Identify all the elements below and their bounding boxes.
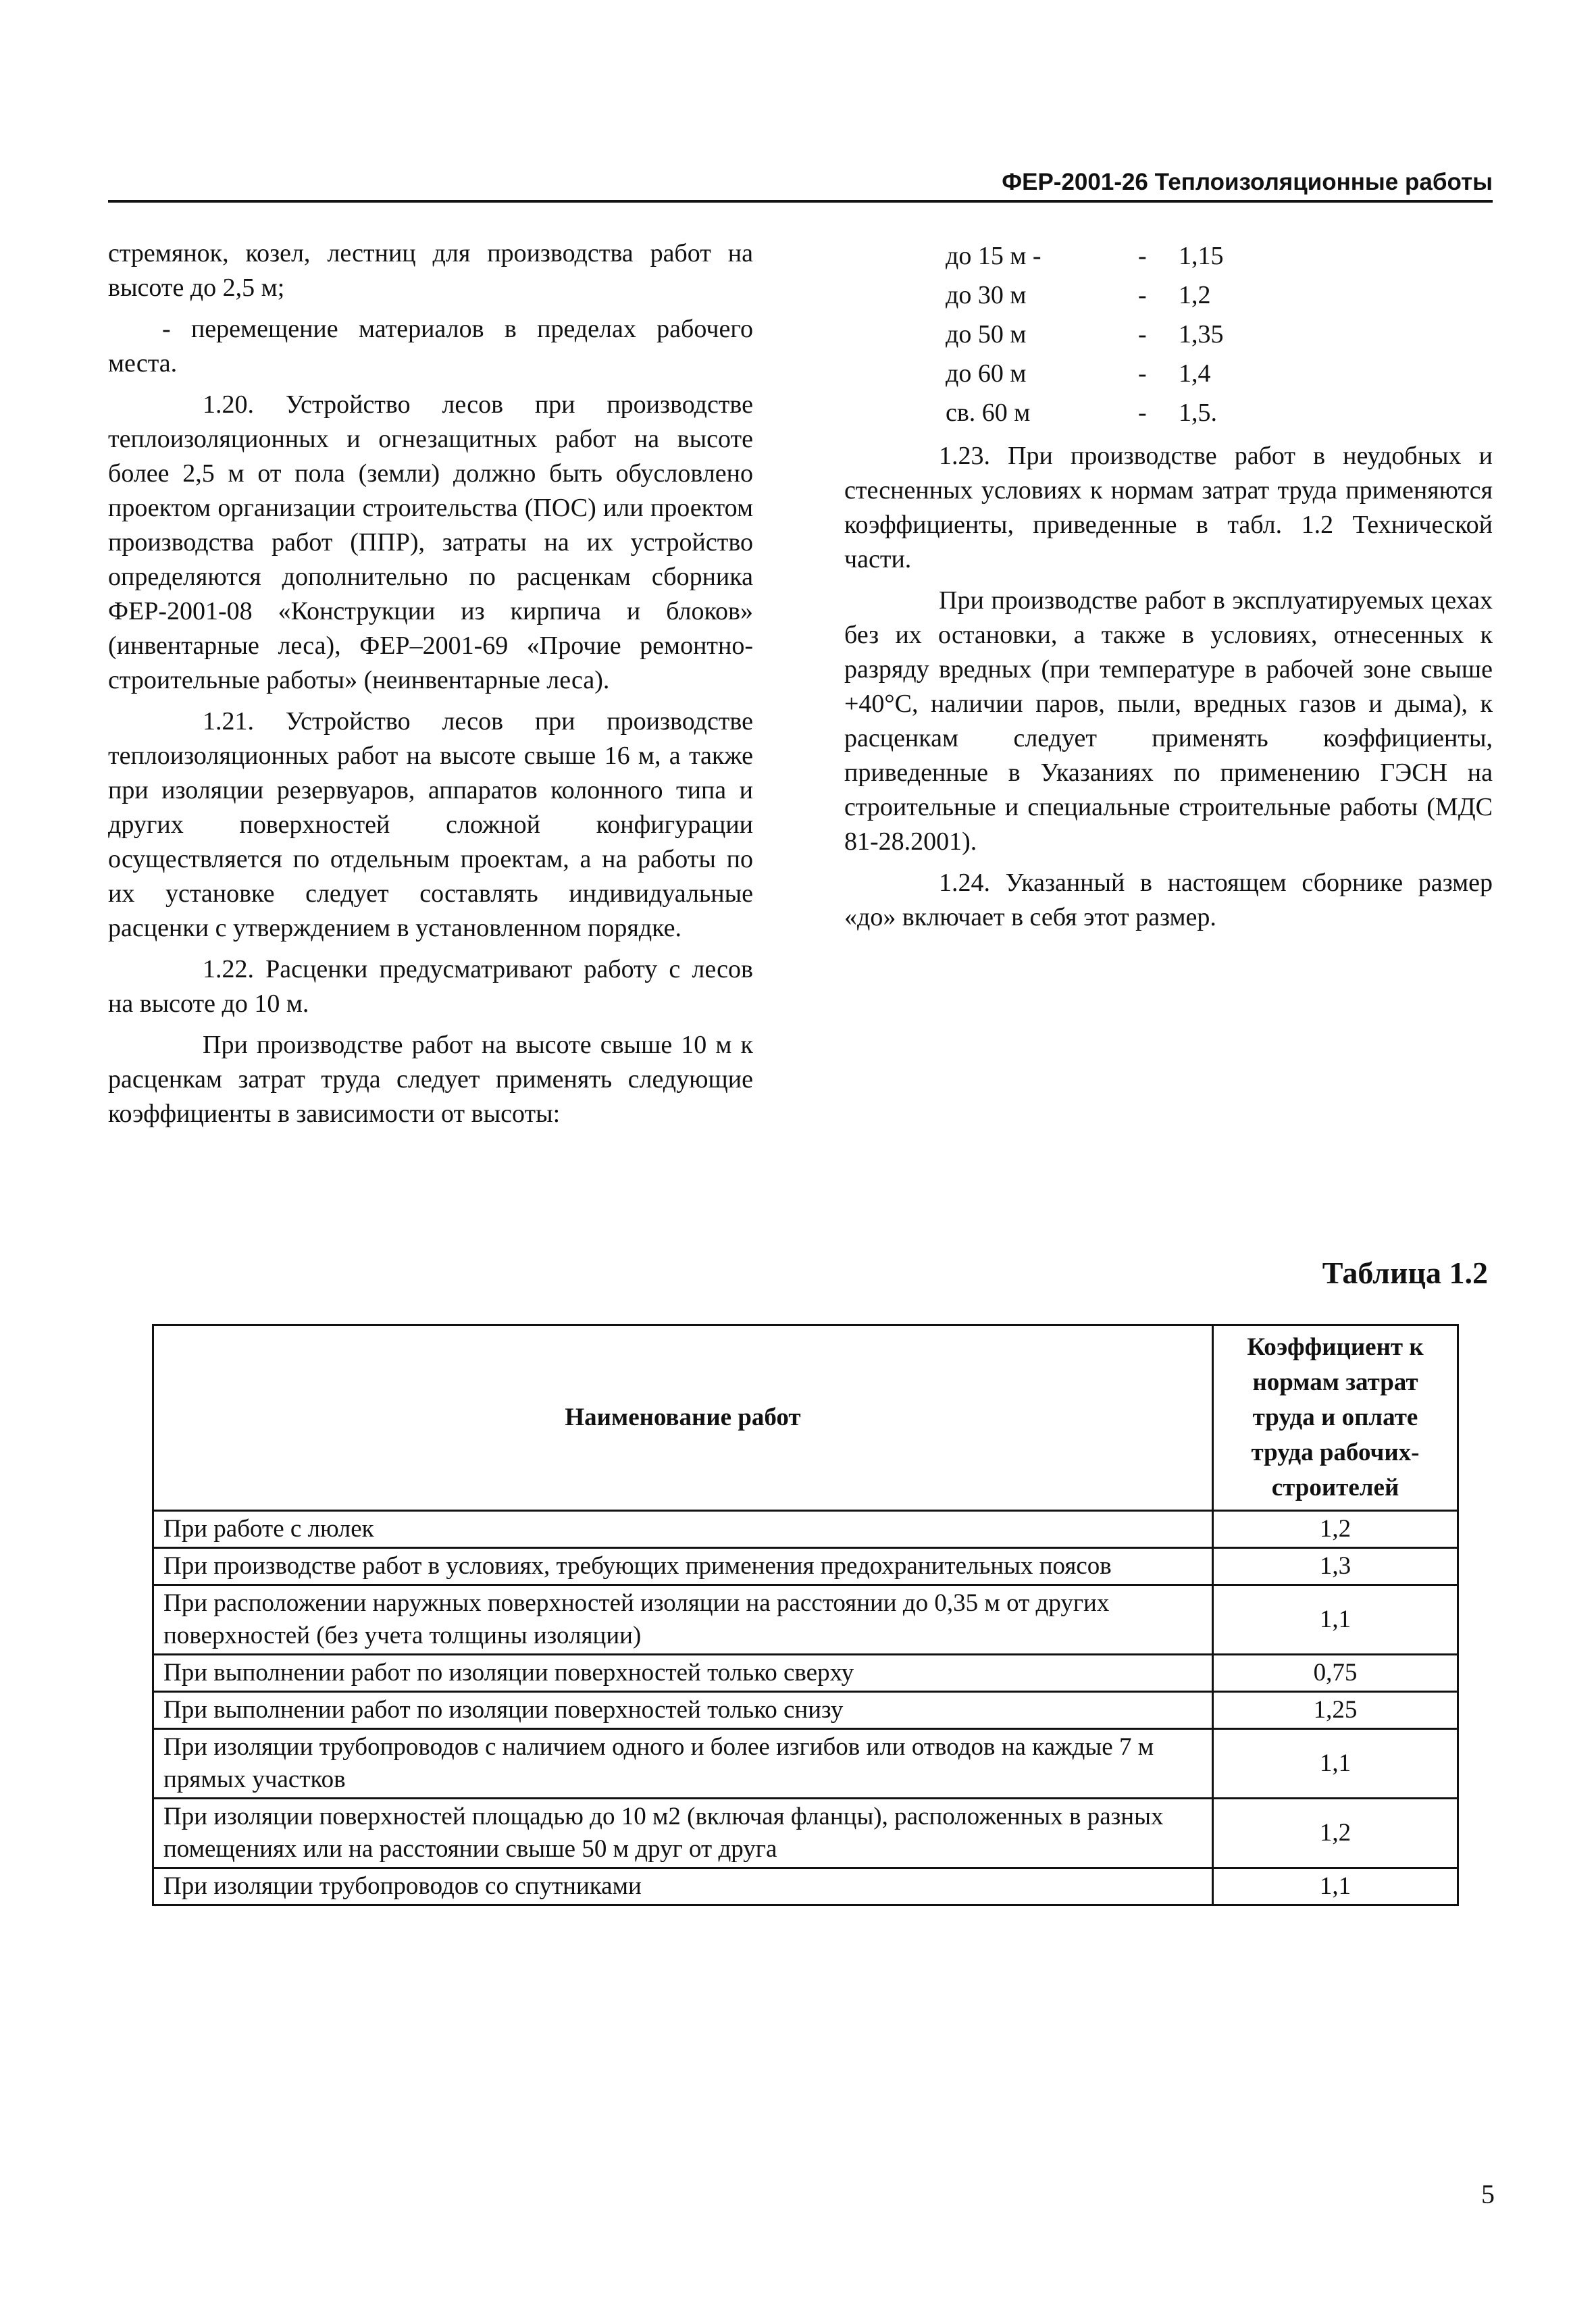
table-title: Таблица 1.2 [1322,1256,1488,1290]
height-coefficient-row [946,393,1493,432]
header-title: ФЕР-2001-26 Теплоизоляционные работы [1002,169,1493,195]
coefficient-table [152,1324,1459,1906]
height-dash: - [1138,242,1147,270]
height-coefficient-row [946,236,1493,276]
header-work-name: Наименование работ [153,1325,1213,1511]
table-header-row [153,1325,1458,1511]
height-label: св. 60 м [946,398,1031,427]
paragraph-height-intro: При производстве работ на высоте свыше 10 м к расценкам затрат труда следует применять следующие коэффициенты в зависимости от высоты: [108,1031,753,1128]
right-column [844,236,1493,942]
table-row [153,1868,1458,1905]
left-column [108,236,753,1138]
header-coefficient: Коэффициент к нормам затрат труда и оплате труда рабочих-строителей [1213,1325,1458,1511]
coefficient-cell: 1,2 [1213,1799,1458,1868]
height-dash: - [1138,320,1147,349]
work-cell: При изоляции трубопроводов со спутниками [153,1868,1213,1905]
work-cell: При выполнении работ по изоляции поверхностей только снизу [153,1692,1213,1729]
height-label: до 30 м [946,281,1027,309]
table-row [153,1585,1458,1655]
height-coefficient: 1,4 [1179,359,1211,388]
work-cell: При расположении наружных поверхностей изоляции на расстоянии до 0,35 м от других поверхностей (без учета толщины изоляции) [153,1585,1213,1655]
coefficient-cell: 1,25 [1213,1692,1458,1729]
paragraph-exploited-workshops: При производстве работ в эксплуатируемых цехах без их остановки, а также в условиях, отнесенных к разряду вредных (при температуре в рабочей зоне свыше +40°С, наличии паров, пыли, вредных газов и дыма), к расценкам следует применять коэффициенты, приведенные в Указаниях по применению ГЭСН на строительные и специальные строительные работы (МДС 81-28.2001). [844,586,1493,856]
height-coefficient-row [946,315,1493,354]
height-coefficient-row [946,354,1493,393]
table-row [153,1799,1458,1868]
work-cell: При выполнении работ по изоляции поверхностей только сверху [153,1655,1213,1692]
work-cell: При работе с люлек [153,1511,1213,1548]
paragraph-continuation: стремянок, козел, лестниц для производства работ на высоте до 2,5 м; [108,239,753,302]
height-coefficient: 1,15 [1179,242,1224,270]
height-coefficient: 1,35 [1179,320,1224,349]
height-label: до 50 м [946,320,1027,349]
height-label: до 15 м - [946,242,1041,270]
height-coefficient: 1,5. [1179,398,1217,427]
coefficient-cell: 1,3 [1213,1548,1458,1585]
paragraph-materials: - перемещение материалов в пределах рабочего места. [108,315,753,378]
height-dash: - [1138,359,1147,388]
coefficient-cell: 1,1 [1213,1868,1458,1905]
height-dash: - [1138,281,1147,309]
height-label: до 60 м [946,359,1027,388]
height-coefficient-list [946,236,1493,432]
paragraph-1-20: 1.20. Устройство лесов при производстве теплоизоляционных и огнезащитных работ на высоте более 2,5 м от пола (земли) должно быть обусловлено проектом организации строительства (ПОС) или проектом производства работ (ППР), затраты на их устройство определяются дополнительно по расценкам сборника ФЕР-2001-08 «Конструкции из кирпича и блоков» (инвентарные леса), ФЕР–2001-69 «Прочие ремонтно-строительные работы» (неинвентарные леса). [108,390,753,694]
paragraph-1-24: 1.24. Указанный в настоящем сборнике размер «до» включает в себя этот размер. [844,869,1493,931]
table-row [153,1548,1458,1585]
paragraph-1-23: 1.23. При производстве работ в неудобных и стесненных условиях к нормам затрат труда применяются коэффициенты, приведенные в табл. 1.2 Технической части. [844,442,1493,573]
table-row [153,1729,1458,1799]
running-header [108,162,1493,203]
table-row [153,1511,1458,1548]
work-cell: При изоляции трубопроводов с наличием одного и более изгибов или отводов на каждые 7 м прямых участков [153,1729,1213,1799]
work-cell: При изоляции поверхностей площадью до 10 м2 (включая фланцы), расположенных в разных помещениях или на расстоянии свыше 50 м друг от друга [153,1799,1213,1868]
coefficient-cell: 1,2 [1213,1511,1458,1548]
height-coefficient: 1,2 [1179,281,1211,309]
table-row [153,1655,1458,1692]
coefficient-cell: 1,1 [1213,1729,1458,1799]
page-number: 5 [1481,2179,1495,2209]
paragraph-1-21: 1.21. Устройство лесов при производстве теплоизоляционных работ на высоте свыше 16 м, а также при изоляции резервуаров, аппаратов колонного типа и других поверхностей сложной конфигурации осуществляется по отдельным проектам, а на работы по их установке следует составлять индивидуальные расценки с утверждением в установленном порядке. [108,707,753,942]
height-dash: - [1138,398,1147,427]
table-row [153,1692,1458,1729]
coefficient-cell: 0,75 [1213,1655,1458,1692]
coefficient-cell: 1,1 [1213,1585,1458,1655]
work-cell: При производстве работ в условиях, требующих применения предохранительных поясов [153,1548,1213,1585]
paragraph-1-22: 1.22. Расценки предусматривают работу с лесов на высоте до 10 м. [108,955,753,1018]
height-coefficient-row [946,276,1493,315]
